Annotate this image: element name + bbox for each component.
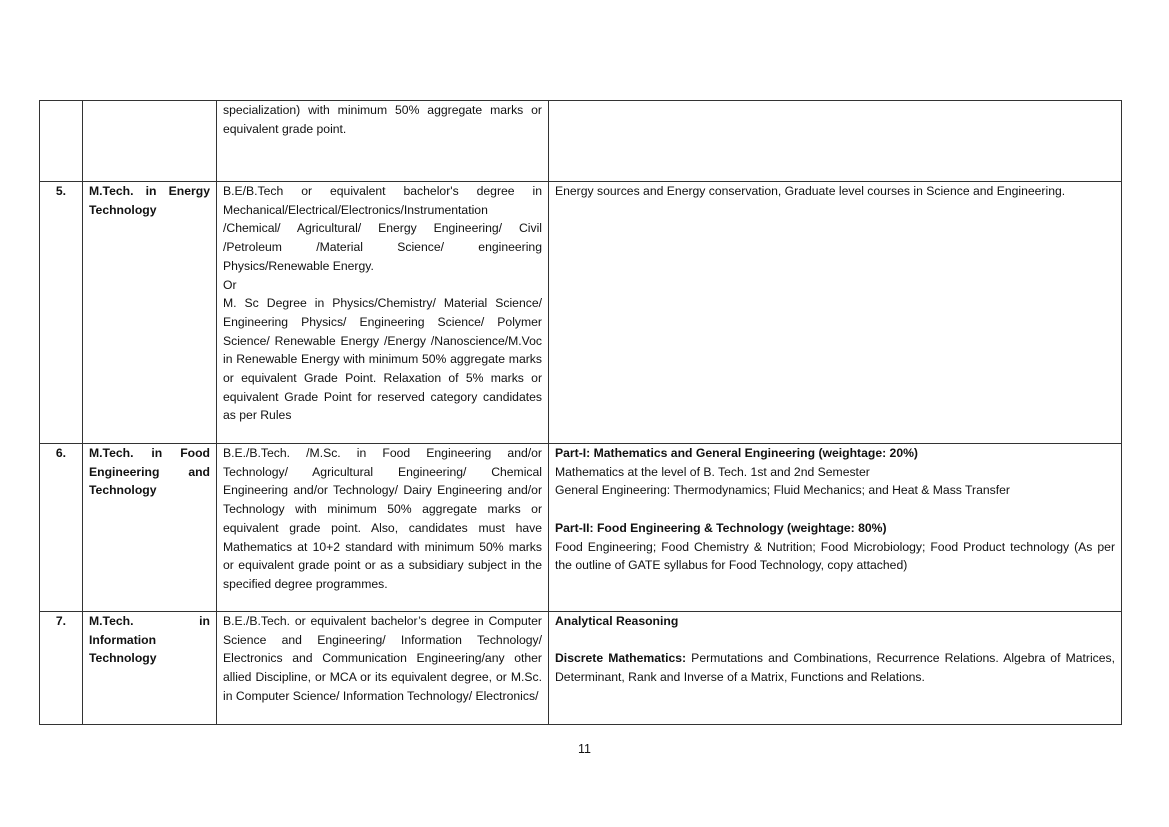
- serial-number-cell: [40, 101, 83, 182]
- eligibility-text: B.E/B.Tech or equivalent bachelor's degree in Mechanical/Electrical/Electronics/Instrumentation /Chemical/ Agricultural/ Energy Engineering/ Civil /Petroleum /Material Science/ engineering Physics/Renewable Energy.: [223, 184, 542, 273]
- paragraph-gap: [555, 631, 1115, 650]
- eligibility-cell: B.E./B.Tech. or equivalent bachelor’s degree in Computer Science and Engineering/ Information Technology/ Electronics and Communication Engineering/any other allied Discipline, or MCA or its equivalent degree, or M.Sc. in Computer Science/ Information Technology/ Electronics/: [217, 612, 549, 725]
- syllabus-paragraph: [555, 649, 1115, 686]
- programme-cell: M.Tech. in Energy Technology: [83, 182, 217, 444]
- part-one-heading: Part-I: Mathematics and General Engineering (weightage: 20%): [555, 446, 918, 460]
- serial-number-cell: 7.: [40, 612, 83, 725]
- eligibility-cell: B.E./B.Tech. /M.Sc. in Food Engineering and/or Technology/ Agricultural Engineering/ Chemical Engineering and/or Technology/ Dairy Engineering and/or Technology with minimum 50% aggregate marks or equivalent grade point. Also, candidates must have Mathematics at 10+2 standard with minimum 50% marks or equivalent grade point or as a subsidiary subject in the specified degree programmes.: [217, 444, 549, 612]
- table-row: [40, 444, 1122, 612]
- serial-number-cell: 6.: [40, 444, 83, 612]
- part-one-line: General Engineering: Thermodynamics; Fluid Mechanics; and Heat & Mass Transfer: [555, 483, 1010, 498]
- eligibility-or-text: Or: [223, 277, 237, 292]
- syllabus-cell: [549, 182, 1122, 444]
- eligibility-text-alternate: M. Sc Degree in Physics/Chemistry/ Material Science/ Engineering Physics/ Engineering Science/ Polymer Science/ Renewable Energy /Energy /Nanoscience/M.Voc in Renewable Energy with minimum 50% aggregate marks or equivalent Grade Point. Relaxation of 5% marks or equivalent Grade Point for reserved category candidates as per Rules: [223, 296, 542, 423]
- table-row: [40, 612, 1122, 725]
- paragraph-gap: [555, 500, 1115, 519]
- programme-cell: M.Tech. in Food Engineering and Technology: [83, 444, 217, 612]
- syllabus-cell: [549, 101, 1122, 182]
- part-one-line: Mathematics at the level of B. Tech. 1st and 2nd Semester: [555, 464, 870, 479]
- programme-cell: M.Tech. in Information Technology: [83, 612, 217, 725]
- syllabus-cell: [549, 444, 1122, 612]
- syllabus-label: Discrete Mathematics:: [555, 651, 687, 666]
- programme-cell: [83, 101, 217, 182]
- page-number: 11: [578, 742, 591, 756]
- eligibility-cell: specialization) with minimum 50% aggregate marks or equivalent grade point.: [217, 101, 549, 182]
- serial-number-cell: 5.: [40, 182, 83, 444]
- syllabus-text: Energy sources and Energy conservation, Graduate level courses in Science and Engineering.: [555, 184, 1066, 198]
- part-two-heading: Part-II: Food Engineering & Technology (weightage: 80%): [555, 520, 887, 535]
- syllabus-heading: Analytical Reasoning: [555, 614, 679, 628]
- syllabus-cell: [549, 612, 1122, 725]
- table-row: [40, 182, 1122, 444]
- part-two-text: Food Engineering; Food Chemistry & Nutrition; Food Microbiology; Food Product technology (As per the outline of GATE syllabus for Food Technology, copy attached): [555, 539, 1115, 573]
- syllabus-text: Permutations and Combinations, Recurrence Relations. Algebra of Matrices, Determinant, Rank and Inverse of a Matrix, Functions and Relations.: [555, 651, 1116, 685]
- table-row: [40, 101, 1122, 182]
- eligibility-table: [39, 100, 1122, 725]
- eligibility-cell: [217, 182, 549, 444]
